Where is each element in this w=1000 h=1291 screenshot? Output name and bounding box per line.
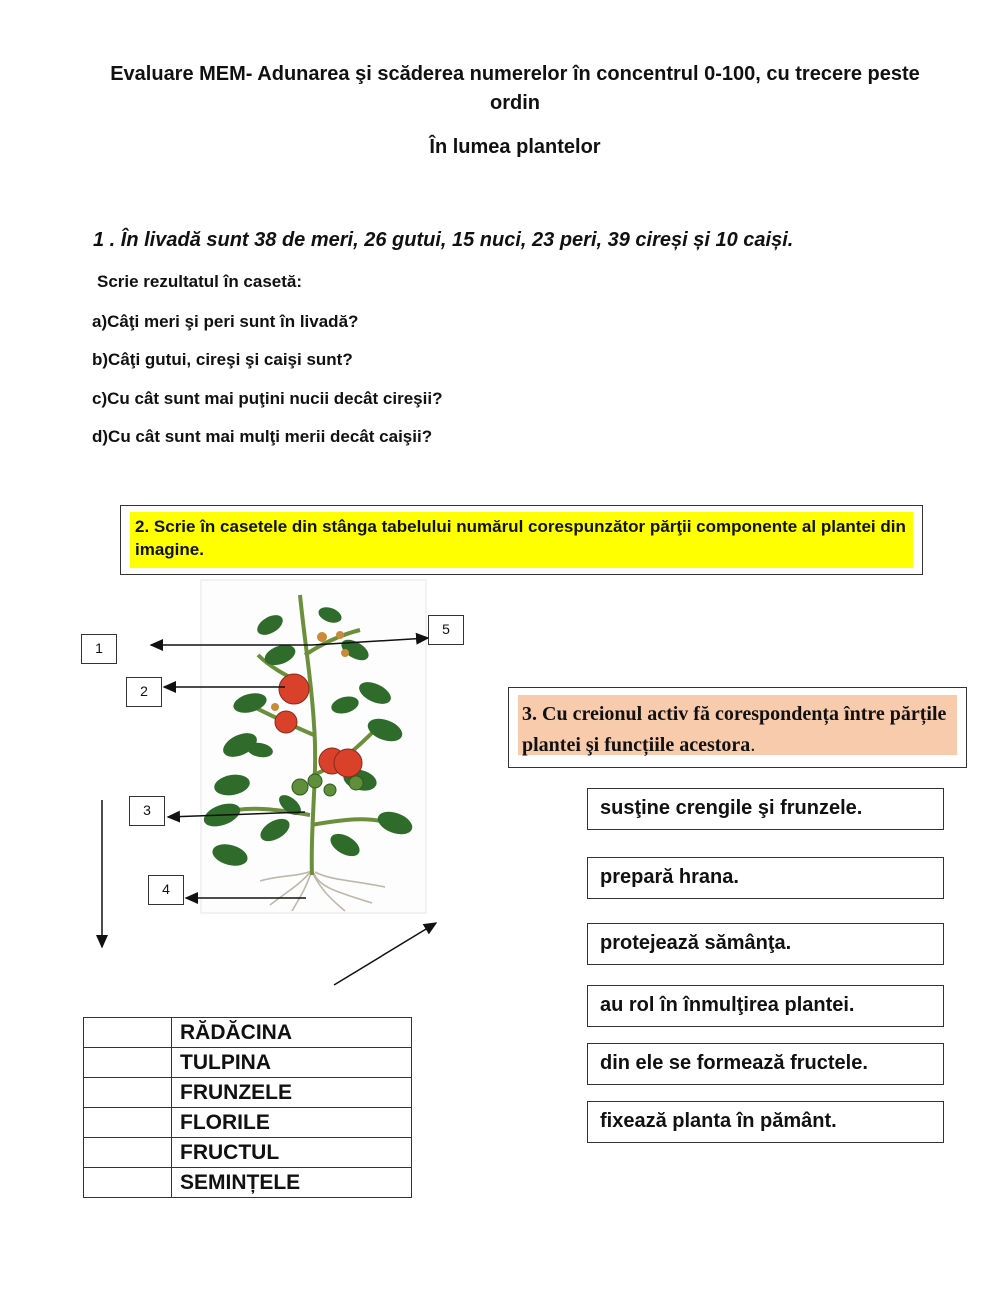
answer-cell-5[interactable] (84, 1138, 172, 1168)
part-name: FRUCTUL (172, 1138, 412, 1168)
plant-diagram (0, 575, 500, 995)
label-box-2: 2 (126, 677, 162, 707)
answer-cell-4[interactable] (84, 1108, 172, 1138)
label-box-3: 3 (129, 796, 165, 826)
exercise-3-instruction (518, 695, 957, 755)
part-name: RĂDĂCINA (172, 1018, 412, 1048)
plant-parts-table (83, 1017, 412, 1198)
label-box-4: 4 (148, 875, 184, 905)
part-name: SEMINȚELE (172, 1168, 412, 1198)
table-row (84, 1078, 412, 1108)
exercise-2-instruction: 2. Scrie în casetele din stânga tabelului numărul corespunzător părţii componente al plantei din imagine. (130, 512, 913, 568)
function-box-6[interactable]: fixează planta în pământ. (587, 1101, 944, 1143)
table-row (84, 1018, 412, 1048)
function-box-3[interactable]: protejează sămânţa. (587, 923, 944, 965)
answer-cell-3[interactable] (84, 1078, 172, 1108)
exercise-2-box (120, 505, 923, 575)
question-c: c)Cu cât sunt mai puţini nucii decât cireşii? (92, 389, 443, 408)
answer-cell-6[interactable] (84, 1168, 172, 1198)
exercise-1-instruction: Scrie rezultatul în casetă: (97, 272, 303, 291)
exercise-1-statement: 1 . În livadă sunt 38 de meri, 26 gutui, 15 nuci, 23 peri, 39 cireși și 10 caiși. (93, 229, 794, 251)
page-title: Evaluare MEM- Adunarea şi scăderea numerelor în concentrul 0-100, cu trecere peste ordin (110, 63, 920, 114)
table-row (84, 1168, 412, 1198)
label-box-5: 5 (428, 615, 464, 645)
question-d: d)Cu cât sunt mai mulţi merii decât caişii? (92, 427, 433, 446)
exercise-3-box (508, 687, 967, 768)
page-subtitle: În lumea plantelor (429, 136, 601, 158)
table-row (84, 1048, 412, 1078)
part-name: FLORILE (172, 1108, 412, 1138)
part-name: FRUNZELE (172, 1078, 412, 1108)
function-box-2[interactable]: prepară hrana. (587, 857, 944, 899)
label-box-1: 1 (81, 634, 117, 664)
question-a: a)Câţi meri şi peri sunt în livadă? (92, 312, 359, 331)
table-row (84, 1138, 412, 1168)
function-box-5[interactable]: din ele se formează fructele. (587, 1043, 944, 1085)
answer-cell-2[interactable] (84, 1048, 172, 1078)
part-name: TULPINA (172, 1048, 412, 1078)
exercise-3-instruction-text: 3. Cu creionul activ fă corespondența între părțile plantei şi funcțiile acestora (522, 703, 947, 756)
question-b: b)Câţi gutui, cireşi şi caişi sunt? (92, 350, 353, 369)
answer-cell-1[interactable] (84, 1018, 172, 1048)
function-box-4[interactable]: au rol în înmulţirea plantei. (587, 985, 944, 1027)
function-box-1[interactable]: susţine crengile şi frunzele. (587, 788, 944, 830)
table-row (84, 1108, 412, 1138)
exercise-3-instruction-end: . (750, 734, 756, 756)
